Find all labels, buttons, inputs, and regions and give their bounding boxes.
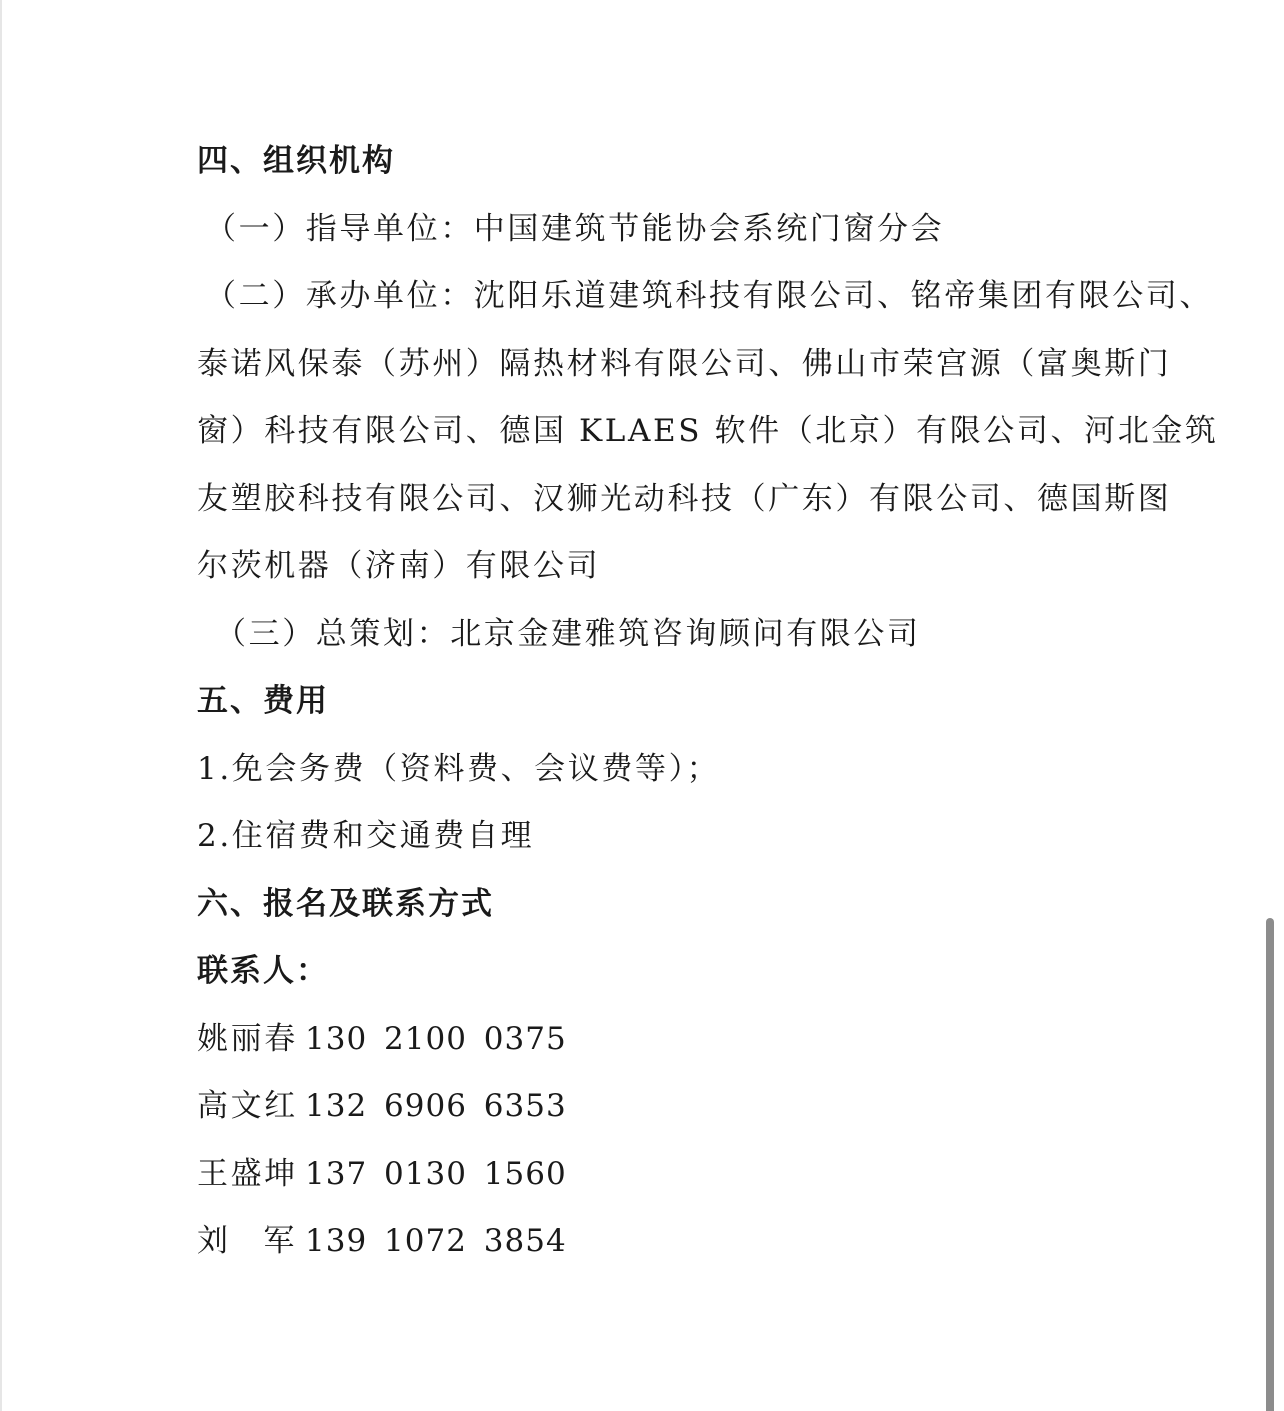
contact-name: 高文红 <box>197 1088 298 1124</box>
fee-item-2: 2.住宿费和交通费自理 <box>197 818 535 854</box>
fee-item-1: 1.免会务费（资料费、会议费等）； <box>197 750 721 787</box>
host-units-line-4: 友塑胶科技有限公司、汉狮光动科技（广东）有限公司、德国斯图 <box>197 480 1172 517</box>
section-heading-registration: 六、报名及联系方式 <box>197 885 494 922</box>
contact-name: 刘 军 <box>197 1223 297 1259</box>
contact-phone: 139 1072 3854 <box>305 1223 567 1259</box>
contact-label: 联系人： <box>197 953 329 989</box>
host-units-line-5: 尔茨机器（济南）有限公司 <box>197 548 601 584</box>
contact-phone: 137 0130 1560 <box>305 1155 567 1192</box>
host-units-line-2: 泰诺风保泰（苏州）隔热材料有限公司、佛山市荣宫源（富奥斯门 <box>197 345 1172 382</box>
contact-row <box>197 1208 1177 1276</box>
contact-row <box>197 1141 1177 1209</box>
host-units-line-1: （二）承办单位：沈阳乐道建筑科技有限公司、铭帝集团有限公司、 <box>205 278 1213 314</box>
vertical-scrollbar[interactable] <box>1266 918 1274 1411</box>
contact-row <box>197 1006 1177 1074</box>
contact-phone: 130 2100 0375 <box>305 1020 567 1057</box>
chief-planner-line: （三）总策划：北京金建雅筑咨询顾问有限公司 <box>215 615 921 652</box>
contact-row <box>197 1073 1177 1141</box>
section-heading-organization: 四、组织机构 <box>197 143 395 179</box>
contact-phone: 132 6906 6353 <box>305 1088 567 1124</box>
document-content <box>197 128 1219 1276</box>
section-heading-fees: 五、费用 <box>197 683 329 719</box>
contact-name: 姚丽春 <box>197 1020 298 1057</box>
guide-unit-line: （一）指导单位：中国建筑节能协会系统门窗分会 <box>205 210 945 247</box>
contact-name: 王盛坤 <box>197 1155 298 1192</box>
host-units-line-3: 窗）科技有限公司、德国 KLAES 软件（北京）有限公司、河北金筑 <box>197 413 1219 449</box>
